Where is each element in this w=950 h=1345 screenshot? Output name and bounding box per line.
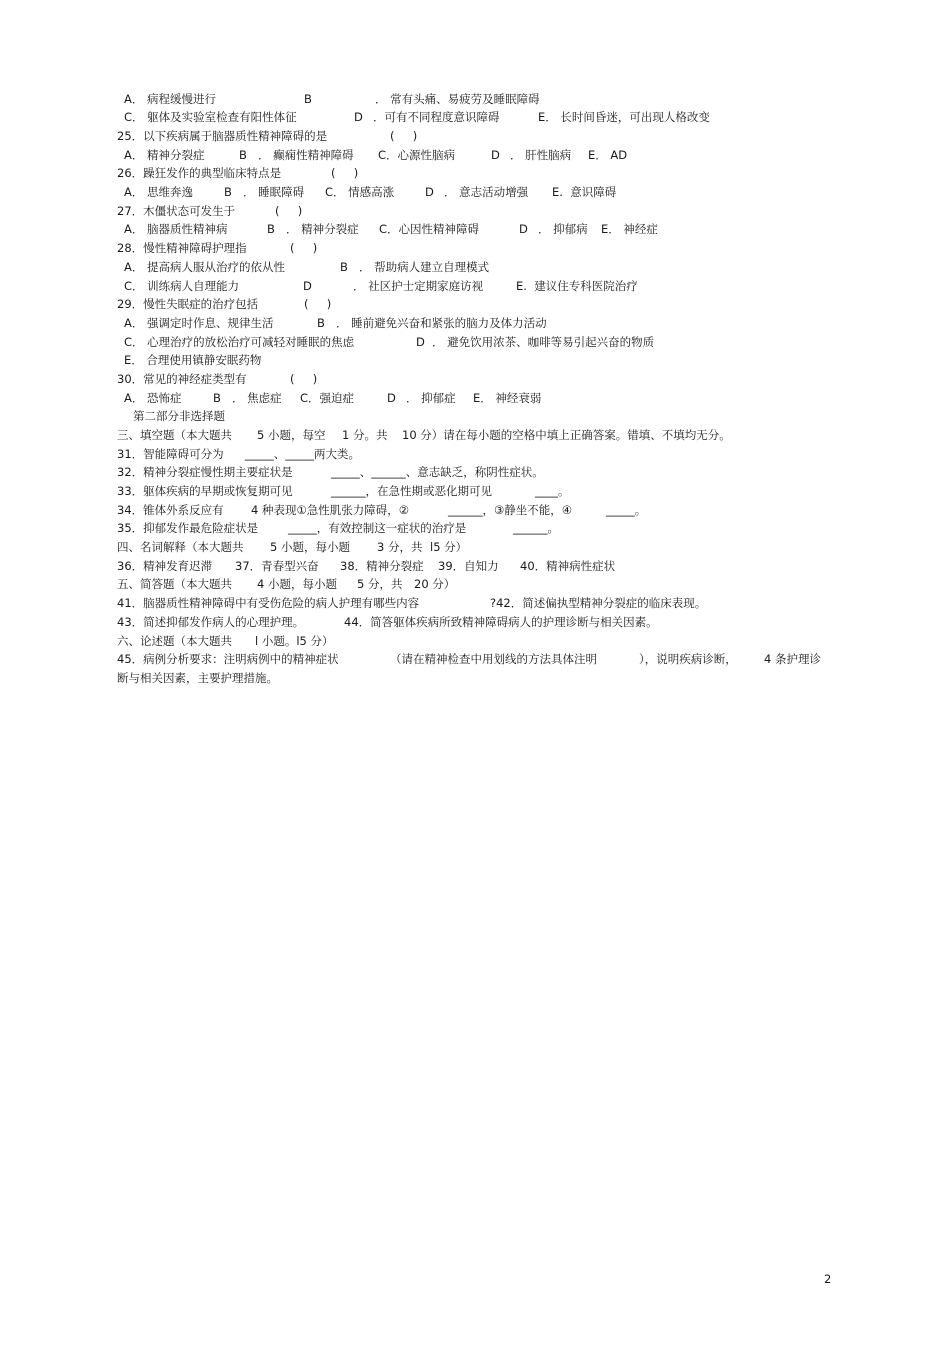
text-segment: D xyxy=(416,335,425,349)
text-segment: 45．病例分析要求：注明病例中的精神症状 xyxy=(117,652,339,666)
text-segment: 四、名词解释（本大题共 xyxy=(117,540,244,554)
text-segment: A． 思维奔逸 xyxy=(124,185,194,199)
text-segment: A． 精神分裂症 xyxy=(124,148,205,162)
text-segment: ?42．简述偏执型精神分裂症的临床表现。 xyxy=(490,596,707,610)
text-segment: B xyxy=(213,391,221,405)
text-segment: D xyxy=(387,391,396,405)
text-segment: 三、填空题（本大题共 xyxy=(117,428,232,442)
text-segment: 第二部分非选择题 xyxy=(133,409,225,423)
text-segment: ______，在急性期或恶化期可见 xyxy=(331,484,492,498)
text-segment: ． 避免饮用浓茶、咖啡等易引起兴奋的物质 xyxy=(432,335,655,349)
text-segment: 20 分） xyxy=(414,577,456,591)
text-segment: E． 神经症 xyxy=(601,222,658,236)
text-segment: 31．智能障碍可分为 xyxy=(117,447,224,461)
text-segment: _____、______、意志缺乏，称阴性症状。 xyxy=(331,465,544,479)
text-segment: E． AD xyxy=(588,148,628,162)
text-segment: A． 病程缓慢进行 xyxy=(124,92,217,106)
text-segment: D xyxy=(303,279,312,293)
text-segment: ____。 xyxy=(535,484,570,498)
text-segment: 30．常见的神经症类型有 xyxy=(117,372,247,386)
text-segment: ． 抑郁病 xyxy=(538,222,588,236)
text-segment: 3 分，共 xyxy=(377,540,423,554)
text-segment: C． 心理治疗的放松治疗可减轻对睡眠的焦虑 xyxy=(124,335,355,349)
text-segment: C． 训练病人自理能力 xyxy=(124,279,240,293)
text-segment: ( ) xyxy=(304,297,332,311)
text-segment: 40．精神病性症状 xyxy=(520,559,616,573)
text-segment: 10 分）请在每小题的空格中填上正确答案。错填、不填均无分。 xyxy=(402,428,731,442)
text-segment: A． 恐怖症 xyxy=(124,391,182,405)
text-segment: 4 种表现①急性肌张力障碍，② xyxy=(251,503,410,517)
text-segment: B xyxy=(239,148,247,162)
text-segment: _____。 xyxy=(606,503,647,517)
text-segment: ． 焦虑症 xyxy=(232,391,282,405)
text-segment: 29．慢性失眠症的治疗包括 xyxy=(117,297,259,311)
text-segment: ），说明疾病诊断， xyxy=(639,652,737,666)
text-segment: _____、_____两大类。 xyxy=(245,447,360,461)
text-segment: 38．精神分裂症 xyxy=(340,559,424,573)
text-segment: 35．抑郁发作最危险症状是 xyxy=(117,521,259,535)
text-segment: E. 意识障碍 xyxy=(552,185,617,199)
text-segment: _____，有效控制这一症状的治疗是 xyxy=(288,521,467,535)
text-segment: ． 常有头痛、易疲劳及睡眠障碍 xyxy=(375,92,540,106)
text-segment: B xyxy=(224,185,232,199)
text-segment: 4 条护理诊 xyxy=(764,652,821,666)
text-segment: 5 分，共 xyxy=(357,577,403,591)
text-segment: 5 小题，每小题 xyxy=(270,540,350,554)
text-segment: C．心因性精神障碍 xyxy=(379,222,480,236)
text-segment: 五、简答题（本大题共 xyxy=(117,577,232,591)
text-segment: ． 癫痫性精神障碍 xyxy=(258,148,354,162)
text-segment: ( ) xyxy=(390,129,418,143)
text-segment: ( ) xyxy=(331,166,359,180)
text-segment: l 小题。l5 分） xyxy=(255,634,334,648)
text-segment: 28．慢性精神障碍护理指 xyxy=(117,241,247,255)
text-segment: A． 脑器质性精神病 xyxy=(124,222,228,236)
text-segment: ． 精神分裂症 xyxy=(286,222,359,236)
text-segment: E． 长时间昏迷，可出现人格改变 xyxy=(538,110,710,124)
text-segment: B xyxy=(304,92,312,106)
text-segment: 41．脑器质性精神障碍中有受伤危险的病人护理有哪些内容 xyxy=(117,596,420,610)
text-segment: B xyxy=(267,222,275,236)
text-segment: 33．躯体疾病的早期或恢复期可见 xyxy=(117,484,293,498)
text-segment: B xyxy=(317,316,325,330)
text-segment: ． 帮助病人建立自理模式 xyxy=(359,260,490,274)
text-segment: 39．自知力 xyxy=(438,559,499,573)
text-segment: E． 神经衰弱 xyxy=(473,391,542,405)
text-segment: ． 肝性脑病 xyxy=(510,148,572,162)
text-segment: 25．以下疾病属于脑器质性精神障碍的是 xyxy=(117,129,328,143)
text-segment: D xyxy=(491,148,500,162)
text-segment: D xyxy=(519,222,528,236)
text-segment: 4 小题，每小题 xyxy=(257,577,337,591)
text-segment: C． 躯体及实验室检查有阳性体征 xyxy=(124,110,297,124)
text-segment: 44．简答躯体疾病所致精神障碍病人的护理诊断与相关因素。 xyxy=(344,615,658,629)
text-segment: 32．精神分裂症慢性期主要症状是 xyxy=(117,465,293,479)
text-segment: ( ) xyxy=(290,241,318,255)
page-number: 2 xyxy=(824,1272,832,1286)
text-segment: ______，③静坐不能，④ xyxy=(448,503,573,517)
text-segment: D xyxy=(354,110,363,124)
text-segment: E. 建议住专科医院治疗 xyxy=(516,279,638,293)
text-segment: 5 小题，每空 xyxy=(257,428,326,442)
text-segment: 1 分。共 xyxy=(342,428,388,442)
text-segment: l5 分） xyxy=(430,540,468,554)
text-segment: （请在精神检查中用划线的方法具体注明 xyxy=(390,652,597,666)
text-segment: ．可有不同程度意识障碍 xyxy=(373,110,500,124)
text-segment: 36．精神发育迟滞 xyxy=(117,559,213,573)
text-segment: 37．青春型兴奋 xyxy=(235,559,319,573)
text-segment: ． 睡眠障碍 xyxy=(243,185,305,199)
text-segment: 27．木僵状态可发生于 xyxy=(117,204,236,218)
text-segment: ． 意志活动增强 xyxy=(444,185,529,199)
text-segment: C．心源性脑病 xyxy=(378,148,456,162)
text-segment: 34．锥体外系反应有 xyxy=(117,503,224,517)
text-segment: ． 抑郁症 xyxy=(406,391,456,405)
text-segment: ( ) xyxy=(275,204,303,218)
text-segment: ______。 xyxy=(513,521,559,535)
text-segment: 六、论述题（本大题共 xyxy=(117,634,232,648)
text-segment: C． 情感高涨 xyxy=(325,185,395,199)
text-segment: ( ) xyxy=(290,372,318,386)
text-segment: A． 提高病人服从治疗的依从性 xyxy=(124,260,286,274)
text-segment: ． 社区护士定期家庭访视 xyxy=(353,279,484,293)
text-segment: B xyxy=(340,260,348,274)
text-segment: 43．简述抑郁发作病人的心理护理。 xyxy=(117,615,305,629)
text-segment: ． 睡前避免兴奋和紧张的脑力及体力活动 xyxy=(336,316,547,330)
text-segment: 26．躁狂发作的典型临床特点是 xyxy=(117,166,282,180)
text-segment: C．强迫症 xyxy=(300,391,355,405)
text-segment: D xyxy=(425,185,434,199)
text-segment: A． 强调定时作息、规律生活 xyxy=(124,316,274,330)
text-segment: E． 合理使用镇静安眠药物 xyxy=(124,353,262,367)
text-segment: 断与相关因素，主要护理措施。 xyxy=(117,671,278,685)
